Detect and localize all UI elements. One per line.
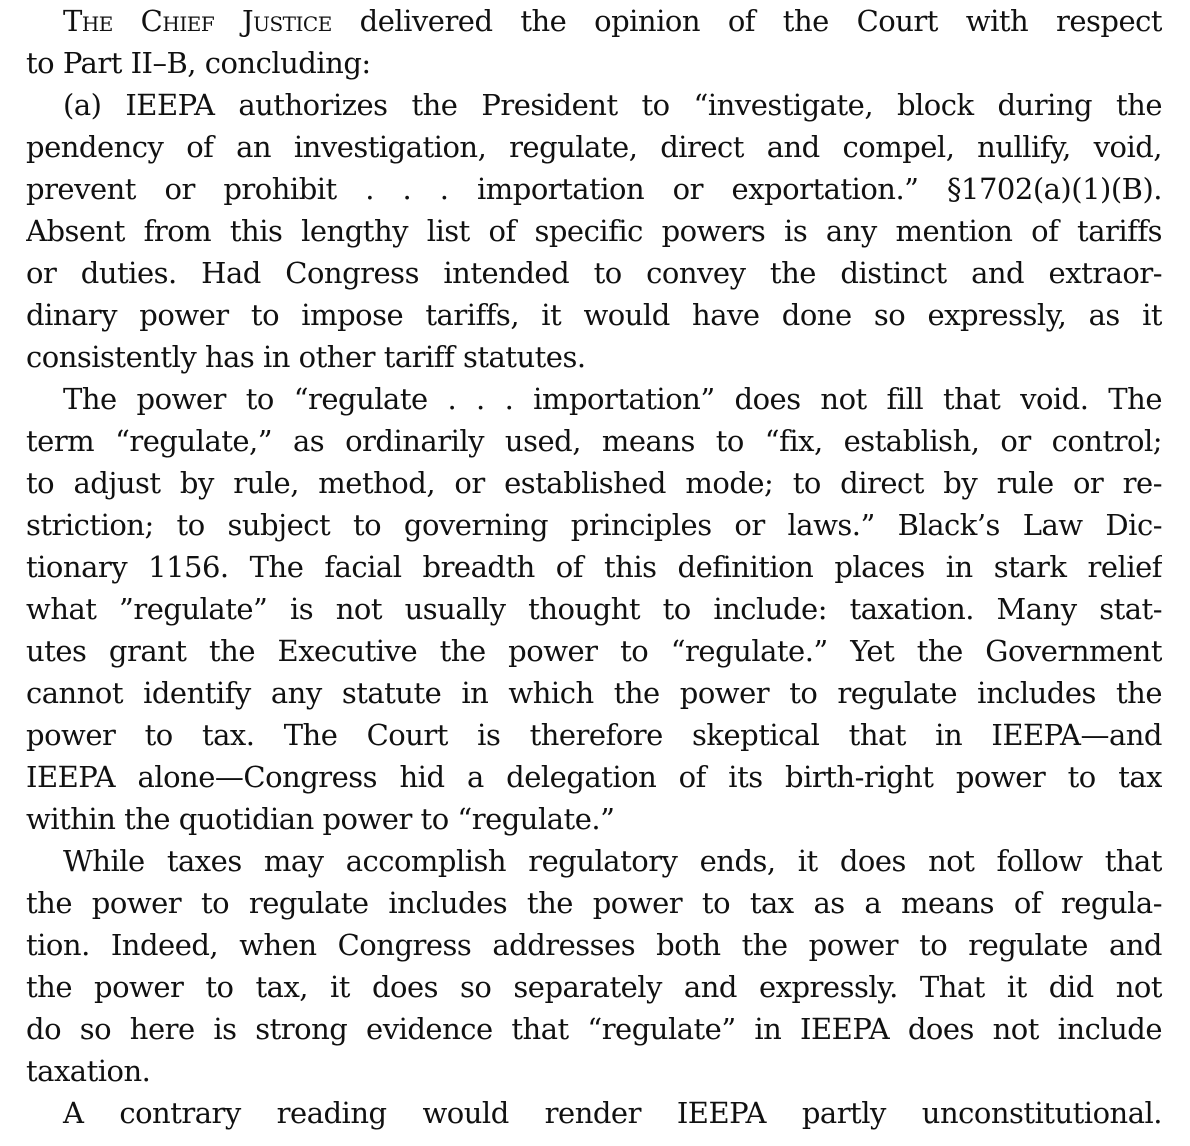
opinion-line: utes grant the Executive the power to “regulate.” Yet the Government xyxy=(26,634,1162,668)
opinion-line: taxation. xyxy=(26,1054,151,1088)
opinion-line: term “regulate,” as ordinarily used, means to “fix, establish, or control; xyxy=(26,424,1162,458)
opinion-line: Absent from this lengthy list of specific powers is any mention of tariffs xyxy=(26,214,1162,248)
opinion-line: within the quotidian power to “regulate.” xyxy=(26,802,615,836)
opinion-line: striction; to subject to governing principles or laws.” Black’s Law Dic- xyxy=(26,508,1162,542)
opinion-line: tion. Indeed, when Congress addresses both the power to regulate and xyxy=(26,928,1162,962)
opinion-line: consistently has in other tariff statutes. xyxy=(26,340,586,374)
opinion-line xyxy=(26,0,1162,42)
opinion-line: the power to tax, it does so separately and expressly. That it did not xyxy=(26,970,1162,1004)
opinion-line: While taxes may accomplish regulatory ends, it does not follow that xyxy=(63,844,1162,878)
opinion-line: pendency of an investigation, regulate, direct and compel, nullify, void, xyxy=(26,130,1162,164)
opinion-line: power to tax. The Court is therefore skeptical that in IEEPA—and xyxy=(26,718,1162,752)
opinion-line-text: delivered the opinion of the Court with respect xyxy=(331,4,1162,38)
opinion-line: dinary power to impose tariffs, it would have done so expressly, as it xyxy=(26,298,1162,332)
opinion-line: to adjust by rule, method, or established mode; to direct by rule or re- xyxy=(26,466,1162,500)
opinion-line: prevent or prohibit . . . importation or exportation.” §1702(a)(1)(B). xyxy=(26,172,1162,206)
opinion-line: (a) IEEPA authorizes the President to “investigate, block during the xyxy=(63,88,1162,122)
opinion-line: IEEPA alone—Congress hid a delegation of its birth-right power to tax xyxy=(26,760,1162,794)
chief-justice-small-caps: The Chief Justice xyxy=(63,4,332,38)
opinion-page xyxy=(26,0,1162,1146)
opinion-line: or duties. Had Congress intended to convey the distinct and extraor- xyxy=(26,256,1162,290)
opinion-line: A contrary reading would render IEEPA partly unconstitutional. xyxy=(63,1096,1162,1130)
opinion-line: cannot identify any statute in which the power to regulate includes the xyxy=(26,676,1162,710)
opinion-line: do so here is strong evidence that “regulate” in IEEPA does not include xyxy=(26,1012,1162,1046)
opinion-line: The power to “regulate . . . importation” does not fill that void. The xyxy=(63,382,1162,416)
opinion-line: the power to regulate includes the power to tax as a means of regula- xyxy=(26,886,1162,920)
opinion-line: to Part II–B, concluding: xyxy=(26,46,371,80)
opinion-line: what ”regulate” is not usually thought to include: taxation. Many stat- xyxy=(26,592,1162,626)
opinion-line: tionary 1156. The facial breadth of this definition places in stark relief xyxy=(26,550,1162,584)
